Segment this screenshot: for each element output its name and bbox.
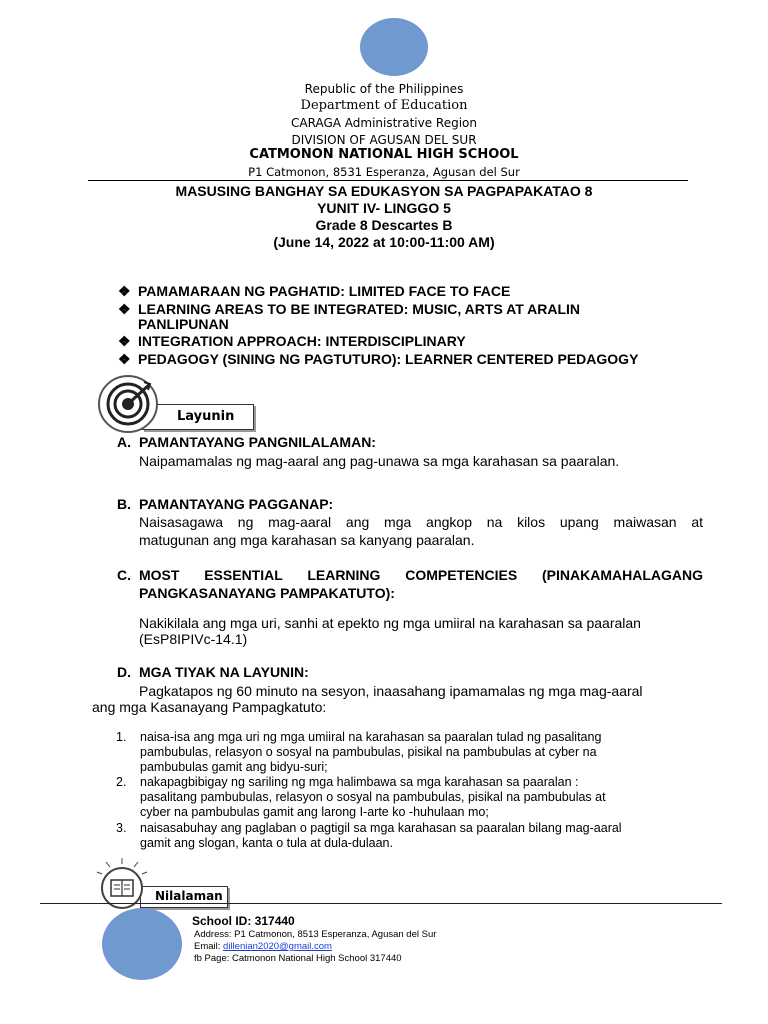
plan-unit: YUNIT IV- LINGGO 5 [317, 200, 451, 216]
bullet-item: ❖ LEARNING AREAS TO BE INTEGRATED: MUSIC, ARTS AT ARALIN [118, 301, 581, 317]
objective-list-item: 2. nakapagbibigay ng sariling ng mga halimbawa sa mga karahasan sa paaralan : pasalitang pambubulas, relasyon o sosyal na pambubulas, pisikal na pambubulas at cyber na pambubulas gamit ang larong I-arte ko -huhulaan mo; [116, 775, 606, 819]
section-d-intro-line2: ang mga Kasanayang Pampagkatuto: [92, 699, 327, 715]
footer-school-id: School ID: 317440 [192, 914, 295, 928]
plan-title: MASUSING BANGHAY SA EDUKASYON SA PAGPAPAKATAO 8 [175, 183, 593, 199]
header-address: P1 Catmonon, 8531 Esperanza, Agusan del Sur [248, 165, 520, 179]
section-d-title: D. MGA TIYAK NA LAYUNIN: [117, 664, 309, 680]
header-division: DIVISION OF AGUSAN DEL SUR [291, 133, 477, 147]
header-school: CATMONON NATIONAL HIGH SCHOOL [249, 147, 519, 162]
deped-seal-top [360, 18, 428, 76]
section-a-body: Naipamamalas ng mag-aaral ang pag-unawa sa mga karahasan sa paaralan. [139, 453, 620, 469]
deped-seal-bottom [102, 908, 182, 980]
section-b-title: B. PAMANTAYANG PAGGANAP: [117, 496, 334, 512]
footer-fb-page: fb Page: Catmonon National High School 317440 [194, 953, 402, 964]
bullet-item-continuation: PANLIPUNAN [138, 316, 229, 332]
section-c-body-line1: Nakikilala ang mga uri, sanhi at epekto ng mga umiiral na karahasan sa paaralan [139, 615, 641, 631]
plan-grade: Grade 8 Descartes B [315, 217, 453, 233]
diamond-bullet-icon: ❖ [118, 333, 131, 349]
diamond-bullet-icon: ❖ [118, 301, 131, 317]
bullet-item: ❖ PAMAMARAAN NG PAGHATID: LIMITED FACE TO FACE [118, 283, 511, 299]
section-b-body-line1: Naisasagawa ng mag-aaral ang mga angkop na kilos upang maiwasan at [139, 514, 703, 530]
header-republic: Republic of the Philippines [304, 82, 464, 96]
section-c-title-line2: PANGKASANAYANG PAMPAKATUTO): [139, 585, 395, 601]
section-c-body-line2: (EsP8IPIVc-14.1) [139, 631, 248, 647]
bullet-item: ❖ INTEGRATION APPROACH: INTERDISCIPLINARY [118, 333, 466, 349]
footer-divider [40, 903, 722, 904]
objective-list-item: 1. naisa-isa ang mga uri ng mga umiiral na karahasan sa paaralan tulad ng pasalitang pambubulas, relasyon o sosyal na pambubulas, pisikal na pambubulas at cyber na pambubulas gamit ang bidyu-suri; [116, 730, 602, 774]
layunin-label: Layunin [177, 409, 235, 424]
objective-list-item: 3. naisasabuhay ang paglaban o pagtigil sa mga karahasan sa paaralan bilang mag-aaral gamit ang slogan, kanta o tula at dula-dulaan. [116, 821, 622, 850]
footer-address: Address: P1 Catmonon, 8513 Esperanza, Agusan del Sur [194, 929, 437, 940]
header-department: Department of Education [300, 98, 468, 113]
footer-email-link[interactable]: dillenian2020@gmail.com [223, 941, 332, 952]
section-c-title: C. MOST ESSENTIAL LEARNING COMPETENCIES (PINAKAMAHALAGANG [117, 567, 703, 583]
layunin-badge [98, 374, 258, 434]
nilalaman-label: Nilalaman [155, 889, 223, 903]
plan-date: (June 14, 2022 at 10:00-11:00 AM) [273, 234, 495, 250]
bullet-item: ❖ PEDAGOGY (SINING NG PAGTUTURO): LEARNER CENTERED PEDAGOGY [118, 351, 639, 367]
diamond-bullet-icon: ❖ [118, 351, 131, 367]
footer-email-label: Email: [194, 941, 224, 952]
header-divider [88, 180, 688, 181]
section-d-intro-line1: Pagkatapos ng 60 minuto na sesyon, inaasahang ipamamalas ng mga mag-aaral [139, 683, 643, 699]
diamond-bullet-icon: ❖ [118, 283, 131, 299]
section-a-title: A. PAMANTAYANG PANGNILALAMAN: [117, 434, 376, 450]
nilalaman-label-box [140, 886, 228, 908]
target-icon [98, 374, 162, 434]
footer-email-line [194, 941, 332, 952]
header-region: CARAGA Administrative Region [291, 116, 477, 130]
section-b-body-line2: matugunan ang mga karahasan sa kanyang paaralan. [139, 532, 475, 548]
